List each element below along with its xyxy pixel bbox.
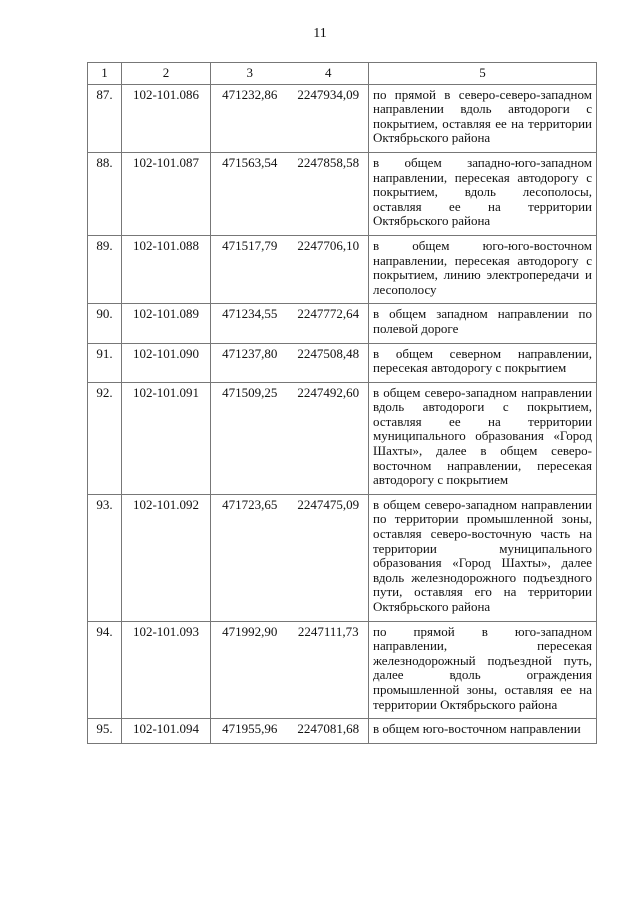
- x-coordinate: 471232,86: [211, 84, 289, 152]
- header-row: [88, 63, 597, 85]
- point-code: 102-101.089: [122, 304, 211, 343]
- boundary-description: в общем северо-западном направлении вдоль автодороги с покрытием, оставляя ее на территории муниципального образования «Город Шахты», далее в общем северо-восточном направлении, пересекая автодорогу с покрытием: [369, 382, 597, 494]
- y-coordinate: 2247508,48: [289, 343, 369, 382]
- x-coordinate: 471509,25: [211, 382, 289, 494]
- table-row: [88, 235, 597, 303]
- y-coordinate: 2247492,60: [289, 382, 369, 494]
- x-coordinate: 471723,65: [211, 494, 289, 621]
- row-number: 94.: [88, 621, 122, 719]
- y-coordinate: 2247706,10: [289, 235, 369, 303]
- point-code: 102-101.091: [122, 382, 211, 494]
- y-coordinate: 2247081,68: [289, 719, 369, 744]
- row-number: 93.: [88, 494, 122, 621]
- point-code: 102-101.094: [122, 719, 211, 744]
- column-header-code: 2: [122, 63, 211, 85]
- point-code: 102-101.087: [122, 152, 211, 235]
- point-code: 102-101.086: [122, 84, 211, 152]
- boundary-description: в общем северо-западном направлении по территории промышленной зоны, оставляя северо-восточную часть на территории муниципального образования «Город Шахты», далее вдоль железнодорожного подъездного пути, оставляя его на территории Октябрьского района: [369, 494, 597, 621]
- table-row: [88, 343, 597, 382]
- y-coordinate: 2247858,58: [289, 152, 369, 235]
- point-code: 102-101.093: [122, 621, 211, 719]
- point-code: 102-101.092: [122, 494, 211, 621]
- x-coordinate: 471955,96: [211, 719, 289, 744]
- boundary-description: в общем юго-юго-восточном направлении, пересекая автодорогу с покрытием, линию электропередачи и лесополосу: [369, 235, 597, 303]
- row-number: 87.: [88, 84, 122, 152]
- x-coordinate: 471517,79: [211, 235, 289, 303]
- table-row: [88, 152, 597, 235]
- table-row: [88, 382, 597, 494]
- row-number: 95.: [88, 719, 122, 744]
- column-header-y: 4: [289, 63, 369, 85]
- row-number: 92.: [88, 382, 122, 494]
- table-row: [88, 304, 597, 343]
- column-header-x: 3: [211, 63, 289, 85]
- column-header-number: 1: [88, 63, 122, 85]
- table-row: [88, 621, 597, 719]
- table-row: [88, 494, 597, 621]
- boundary-points-table: [87, 62, 597, 744]
- row-number: 91.: [88, 343, 122, 382]
- y-coordinate: 2247772,64: [289, 304, 369, 343]
- row-number: 89.: [88, 235, 122, 303]
- boundary-description: по прямой в юго-западном направлении, пересекая железнодорожный подъездной путь, далее вдоль ограждения промышленной зоны, оставляя ее на территории Октябрьского района: [369, 621, 597, 719]
- table-row: [88, 719, 597, 744]
- y-coordinate: 2247111,73: [289, 621, 369, 719]
- boundary-description: в общем западном направлении по полевой дороге: [369, 304, 597, 343]
- boundary-description: в общем северном направлении, пересекая автодорогу с покрытием: [369, 343, 597, 382]
- x-coordinate: 471237,80: [211, 343, 289, 382]
- point-code: 102-101.088: [122, 235, 211, 303]
- x-coordinate: 471992,90: [211, 621, 289, 719]
- boundary-description: в общем юго-восточном направлении: [369, 719, 597, 744]
- x-coordinate: 471234,55: [211, 304, 289, 343]
- row-number: 90.: [88, 304, 122, 343]
- column-header-description: 5: [369, 63, 597, 85]
- y-coordinate: 2247475,09: [289, 494, 369, 621]
- table-row: [88, 84, 597, 152]
- row-number: 88.: [88, 152, 122, 235]
- page-number: 11: [313, 26, 327, 41]
- x-coordinate: 471563,54: [211, 152, 289, 235]
- point-code: 102-101.090: [122, 343, 211, 382]
- boundary-description: по прямой в северо-северо-западном направлении вдоль автодороги с покрытием, оставляя ее на территории Октябрьского района: [369, 84, 597, 152]
- y-coordinate: 2247934,09: [289, 84, 369, 152]
- boundary-description: в общем западно-юго-западном направлении, пересекая автодорогу с покрытием, вдоль лесополосы, оставляя ее на территории Октябрьского района: [369, 152, 597, 235]
